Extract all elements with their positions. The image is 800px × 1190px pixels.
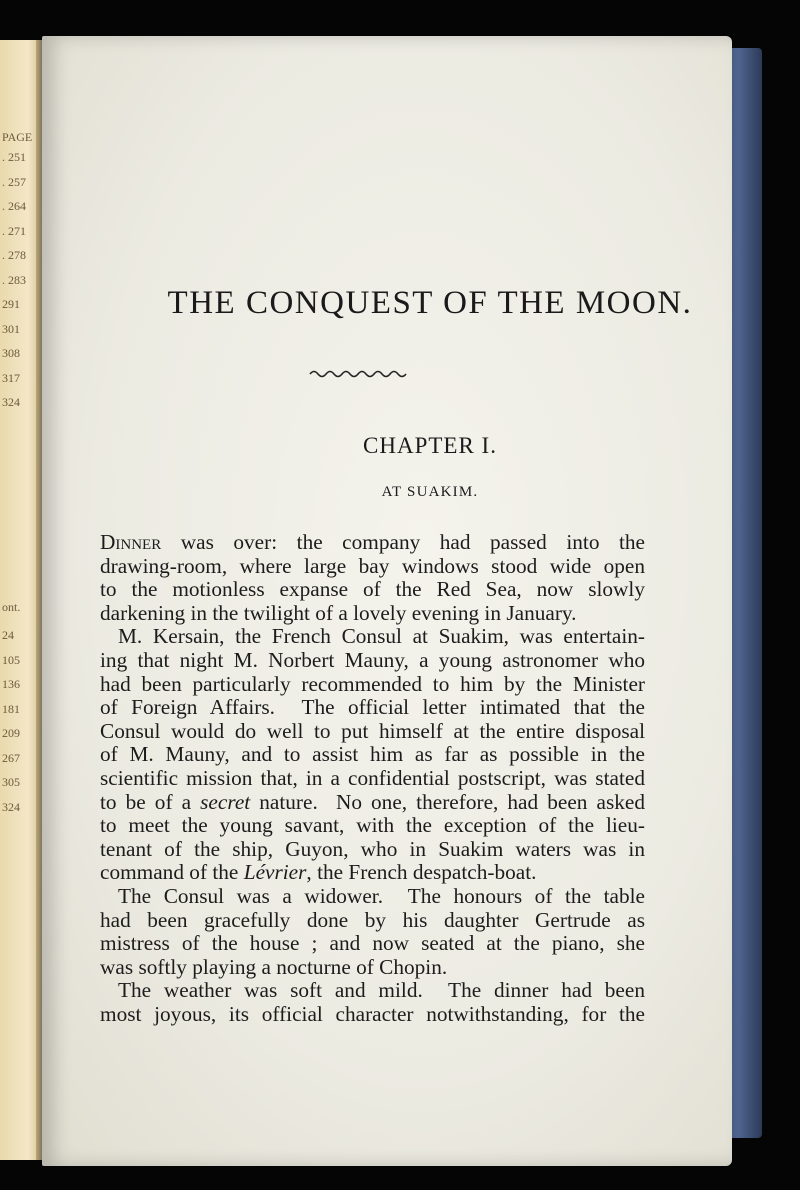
text-line xyxy=(100,956,645,980)
italic-text: Lévrier xyxy=(243,860,307,885)
page-number: PAGE xyxy=(2,130,33,144)
chapter-heading: CHAPTER I. xyxy=(363,433,497,458)
small-caps-text: Dinner xyxy=(100,530,162,554)
page-number: . 264 xyxy=(2,199,26,213)
text-line xyxy=(100,602,645,626)
page-number: . 271 xyxy=(2,223,26,238)
text-line xyxy=(100,625,645,649)
page-number: 301 xyxy=(2,321,20,336)
line-text: scientific mission that, in a confidential postscript, was stated xyxy=(100,765,645,790)
italic-text: secret xyxy=(200,789,251,814)
line-text: was over: the company had passed into the xyxy=(161,530,645,554)
line-text: of Foreign Affairs. The official letter intimated that the xyxy=(100,695,645,720)
page-number: 317 xyxy=(2,370,20,385)
line-text: most joyous, its official character notwithstanding, for the xyxy=(100,1001,645,1026)
page-number: . 257 xyxy=(2,174,26,189)
text-line xyxy=(100,767,645,791)
text-line xyxy=(100,743,645,767)
page-number: 305 xyxy=(2,775,20,789)
line-text: to be of a xyxy=(100,789,201,814)
text-line xyxy=(100,979,645,1003)
page-number: 308 xyxy=(2,346,20,360)
page-number: . 283 xyxy=(2,272,26,287)
text-line xyxy=(100,531,645,555)
page-number: . 251 xyxy=(2,150,26,164)
line-text: nature. No one, therefore, had been asked xyxy=(250,789,645,814)
page-number: 181 xyxy=(2,701,20,716)
line-text: , the French despatch-boat. xyxy=(306,860,537,885)
text-line xyxy=(100,673,645,697)
page-number: ont. xyxy=(2,600,21,614)
text-line xyxy=(100,814,645,838)
line-text: The weather was soft and mild. The dinner had been xyxy=(118,978,645,1003)
line-text: to the motionless expanse of the Red Sea, now slowly xyxy=(100,577,645,602)
page-number: 24 xyxy=(2,628,14,642)
text-line xyxy=(100,555,645,579)
text-line xyxy=(100,578,645,602)
text-line xyxy=(100,1003,645,1027)
text-line xyxy=(100,720,645,744)
line-text: tenant of the ship, Guyon, who in Suakim waters was in xyxy=(100,836,645,861)
text-line xyxy=(100,791,645,815)
page-number: 291 xyxy=(2,297,20,311)
text-line xyxy=(100,909,645,933)
text-line xyxy=(100,696,645,720)
line-text: Consul would do well to put himself at the entire disposal xyxy=(100,718,645,743)
page-number: 267 xyxy=(2,750,20,765)
page-number: 209 xyxy=(2,726,20,740)
text-line xyxy=(100,838,645,862)
line-text: darkening in the twilight of a lovely evening in January. xyxy=(100,600,577,625)
page-number: 136 xyxy=(2,677,20,691)
text-line xyxy=(100,649,645,673)
wavy-ornament xyxy=(308,368,412,380)
line-text: M. Kersain, the French Consul at Suakim, was entertain- xyxy=(118,624,645,649)
page-number: 324 xyxy=(2,799,20,814)
book-title: THE CONQUEST OF THE MOON. xyxy=(167,285,693,321)
text-line xyxy=(100,932,645,956)
text-line xyxy=(100,861,645,885)
line-text: The Consul was a widower. The honours of the table xyxy=(118,883,645,908)
line-text: drawing-room, where large bay windows stood wide open xyxy=(100,553,645,578)
page-number: 324 xyxy=(2,395,20,409)
line-text: had been particularly recommended to him by the Minister xyxy=(100,671,645,696)
page-number: . 278 xyxy=(2,248,26,262)
line-text: ing that night M. Norbert Mauny, a young astronomer who xyxy=(100,647,645,672)
chapter-subtitle: AT SUAKIM. xyxy=(381,484,479,500)
line-text: was softly playing a nocturne of Chopin. xyxy=(100,954,448,979)
line-text: of M. Mauny, and to assist him as far as possible in the xyxy=(100,742,645,767)
line-text: command of the xyxy=(100,860,244,885)
line-text: mistress of the house ; and now seated at the piano, she xyxy=(100,931,645,956)
line-text: had been gracefully done by his daughter Gertrude as xyxy=(100,907,645,932)
body-text xyxy=(100,531,645,1026)
line-text: to meet the young savant, with the exception of the lieu- xyxy=(100,813,645,838)
page-number: 105 xyxy=(2,652,20,667)
text-line xyxy=(100,885,645,909)
